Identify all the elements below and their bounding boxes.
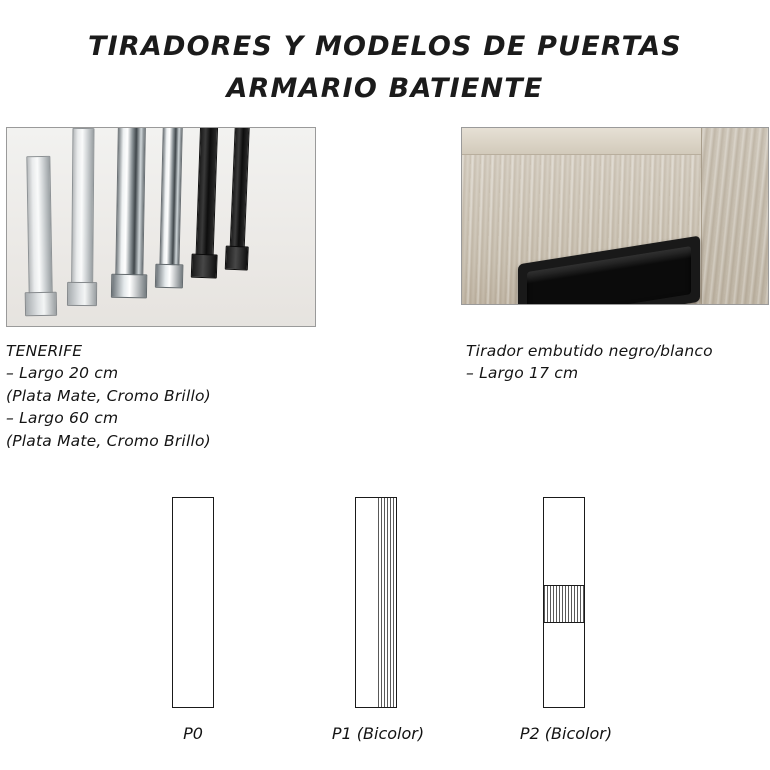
tenerife-caption-line-2: (Plata Mate, Cromo Brillo) [6, 386, 211, 405]
door-label-p0: P0 [183, 724, 203, 743]
tenerife-caption-line-3: – Largo 60 cm [6, 409, 119, 428]
handle-rail-silver-2 [71, 130, 92, 300]
door-model-p1 [355, 497, 397, 708]
inset-handle-photo [461, 127, 769, 305]
door-label-p2: P2 (Bicolor) [519, 724, 613, 743]
door-label-p1: P1 (Bicolor) [331, 724, 425, 743]
page-title [0, 26, 770, 110]
tenerife-caption [6, 340, 211, 452]
tenerife-caption-line-1: – Largo 20 cm [6, 364, 119, 383]
tenerife-caption-line-4: (Plata Mate, Cromo Brillo) [6, 431, 211, 450]
title-line-1: TIRADORES Y MODELOS DE PUERTAS [88, 31, 682, 62]
embutido-caption [466, 340, 713, 385]
tenerife-caption-name: TENERIFE [6, 342, 83, 360]
handle-rail-silver-1 [26, 158, 51, 310]
door-model-p0 [172, 497, 214, 708]
handle-rail-chrome-1 [115, 127, 144, 292]
door-model-p2 [543, 497, 585, 708]
tenerife-handles-photo [6, 127, 316, 327]
handle-rail-black-1 [195, 127, 217, 272]
handle-rail-black-2 [229, 127, 249, 264]
handle-rail-chrome-2 [159, 127, 181, 282]
embutido-caption-line-1: – Largo 17 cm [466, 364, 579, 383]
door-p2-bicolor-band [544, 585, 584, 623]
embutido-caption-name: Tirador embutido negro/blanco [466, 342, 713, 360]
door-p1-bicolor-band [378, 498, 396, 707]
title-line-2: ARMARIO BATIENTE [226, 72, 544, 104]
wood-side-panel [701, 128, 768, 304]
